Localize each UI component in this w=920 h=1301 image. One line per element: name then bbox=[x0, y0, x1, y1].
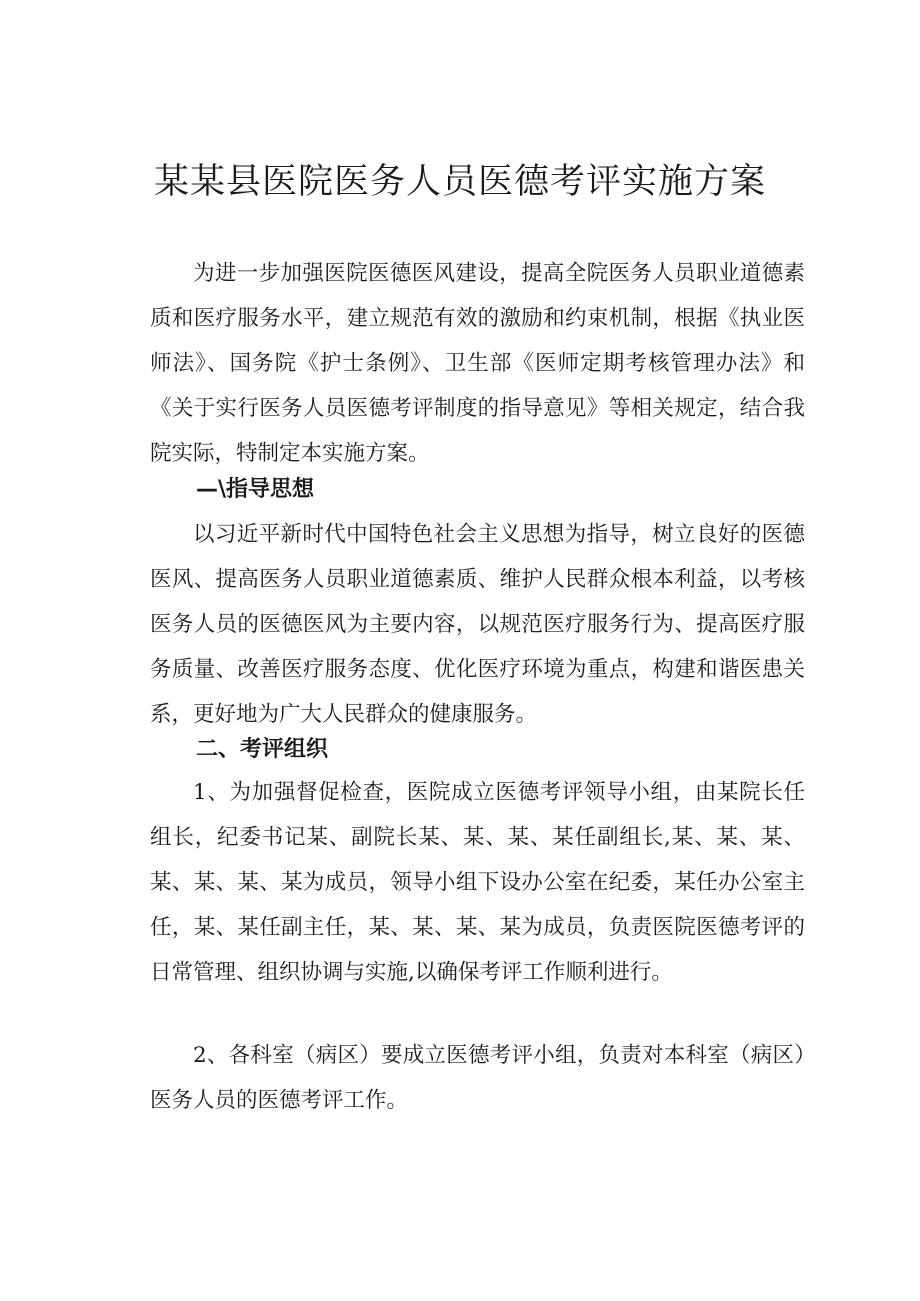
document-title: 某某县医院医务人员医德考评实施方案 bbox=[153, 162, 766, 202]
section-heading-evaluation-organization: 二、考评组织 bbox=[196, 737, 329, 762]
organization-paragraph-1: 1、为加强督促检查，医院成立医德考评领导小组，由某院长任组长，纪委书记某、副院长某、某、某、某任副组长,某、某、某、某、某、某、某为成员，领导小组下设办公室在纪委，某任办公室主任，某、某任副主任，某、某、某、某为成员，负责医院医德考评的日常管理、组织协调与实施,以确保考评工作顺利进行。 bbox=[150, 780, 805, 985]
guiding-ideology-paragraph: 以习近平新时代中国特色社会主义思想为指导，树立良好的医德医风、提高医务人员职业道德素质、维护人民群众根本利益，以考核医务人员的医德医风为主要内容，以规范医疗服务行为、提高医疗服务质量、改善医疗服务态度、优化医疗环境为重点，构建和谐医患关系，更好地为广大人民群众的健康服务。 bbox=[150, 522, 805, 727]
section-heading-guiding-ideology: —\指导思想 bbox=[196, 477, 315, 502]
organization-paragraph-2: 2、各科室（病区）要成立医德考评小组，负责对本科室（病区）医务人员的医德考评工作。 bbox=[150, 1043, 805, 1113]
intro-paragraph: 为进一步加强医院医德医风建设，提高全院医务人员职业道德素质和医疗服务水平，建立规范有效的激励和约束机制，根据《执业医师法》、国务院《护士条例》、卫生部《医师定期考核管理办法》和《关于实行医务人员医德考评制度的指导意见》等相关规定，结合我院实际，特制定本实施方案。 bbox=[150, 261, 805, 466]
